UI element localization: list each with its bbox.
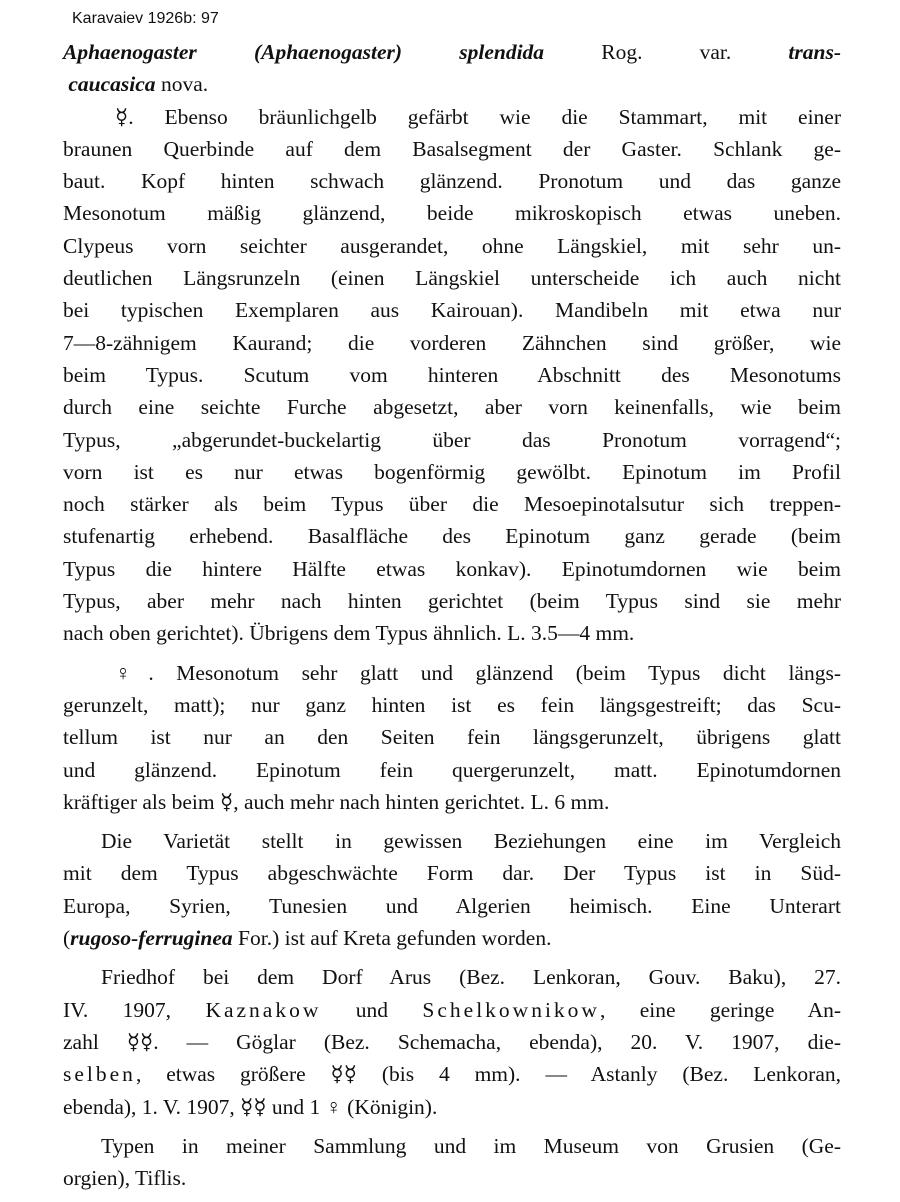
paragraph-localities (63, 961, 841, 1122)
text-line: IV. 1907, Kaznakow und Schelkownikow, eine geringe An- (63, 997, 842, 1022)
text-line: baut. Kopf hinten schwach glänzend. Pronotum und das ganze (63, 169, 841, 194)
text-line: ☿. Ebenso bräunlichgelb gefärbt wie die Stammart, mit einer (115, 104, 841, 129)
text-line: Clypeus vorn seichter ausgerandet, ohne Längskiel, mit sehr un- (63, 233, 841, 258)
text-line: deutlichen Längsrunzeln (einen Längskiel unterscheide ich auch nicht (63, 266, 841, 291)
text-line: mit dem Typus abgeschwächte Form dar. Der Typus ist in Süd- (63, 861, 841, 886)
text-line: (rugoso-ferruginea For.) ist auf Kreta gefunden worden. (63, 926, 552, 951)
subspecies-name: rugoso-ferruginea (70, 926, 233, 951)
collector-name: Schelkownikow (422, 997, 600, 1022)
paragraph-types (63, 1130, 841, 1195)
variety-name: trans- (788, 40, 841, 64)
text-line: gerunzelt, matt); nur ganz hinten ist es fein längsgestreift; das Scu- (63, 692, 841, 717)
paragraph-worker (63, 101, 841, 650)
text-line: Europa, Syrien, Tunesien und Algerien heimisch. Eine Unterart (63, 893, 841, 918)
paragraph-remarks (63, 825, 841, 954)
citation-label: Karavaiev 1926b: 97 (72, 10, 219, 27)
paragraph-queen (63, 657, 841, 818)
text-line: tellum ist nur an den Seiten fein längsgerunzelt, übrigens glatt (63, 725, 841, 750)
text-line: Mesonotum mäßig glänzend, beide mikroskopisch etwas uneben. (63, 201, 841, 226)
text-line: 7—8-zähnigem Kaurand; die vorderen Zähnchen sind größer, wie (63, 330, 841, 355)
text-line: ebenda), 1. V. 1907, ☿☿ und 1 ♀ (Königin). (63, 1094, 438, 1119)
text-line: Typus, „abgerundet-buckelartig über das Pronotum vorragend“; (63, 427, 841, 452)
text-line: zahl ☿☿. — Göglar (Bez. Schemacha, ebenda), 20. V. 1907, die- (63, 1029, 841, 1054)
genus-name: Aphaenogaster (Aphaenogaster) splendida (63, 40, 545, 64)
title-line-1: Aphaenogaster (Aphaenogaster) splendida Rog. var. trans- (63, 40, 841, 64)
document-body (63, 36, 841, 1194)
text-line: beim Typus. Scutum vom hinteren Abschnitt des Mesonotums (63, 362, 841, 387)
text-line: orgien), Tiflis. (63, 1166, 187, 1191)
collector-name: Kaznakow (205, 997, 322, 1022)
text-line: durch eine seichte Furche abgesetzt, aber vorn keinenfalls, wie beim (63, 395, 841, 420)
variety-name-cont: caucasica (68, 72, 156, 97)
text-line: bei typischen Exemplaren aus Kairouan). Mandibeln mit etwa nur (63, 298, 841, 323)
text-line: vorn ist es nur etwas bogenförmig gewölbt. Epinotum im Profil (63, 459, 841, 484)
text-line: kräftiger als beim ☿, auch mehr nach hinten gerichtet. L. 6 mm. (63, 789, 610, 814)
text-line: braunen Querbinde auf dem Basalsegment der Gaster. Schlank ge- (63, 136, 841, 161)
text-line: stufenartig erhebend. Basalfläche des Epinotum ganz gerade (beim (63, 524, 841, 549)
text-line: Friedhof bei dem Dorf Arus (Bez. Lenkoran, Gouv. Baku), 27. (101, 965, 841, 990)
text-line: selben, etwas größere ☿☿ (bis 4 mm). — Astanly (Bez. Lenkoran, (63, 1062, 841, 1087)
text-line: ♀. Mesonotum sehr glatt und glänzend (beim Typus dicht längs- (115, 660, 841, 685)
text-line: Typen in meiner Sammlung und im Museum von Grusien (Ge- (101, 1133, 841, 1158)
text-line: Die Varietät stellt in gewissen Beziehungen eine im Vergleich (101, 829, 841, 854)
text-line: noch stärker als beim Typus über die Mesoepinotalsutur sich treppen- (63, 492, 841, 517)
title-line-2: caucasica nova. (68, 72, 209, 97)
text-line: Typus die hintere Hälfte etwas konkav). Epinotumdornen wie beim (63, 556, 841, 581)
text-line: nach oben gerichtet). Übrigens dem Typus ähnlich. L. 3.5—4 mm. (63, 621, 635, 646)
text-line: und glänzend. Epinotum fein quergerunzelt, matt. Epinotumdornen (63, 757, 841, 782)
text-line: Typus, aber mehr nach hinten gerichtet (beim Typus sind sie mehr (63, 589, 841, 614)
